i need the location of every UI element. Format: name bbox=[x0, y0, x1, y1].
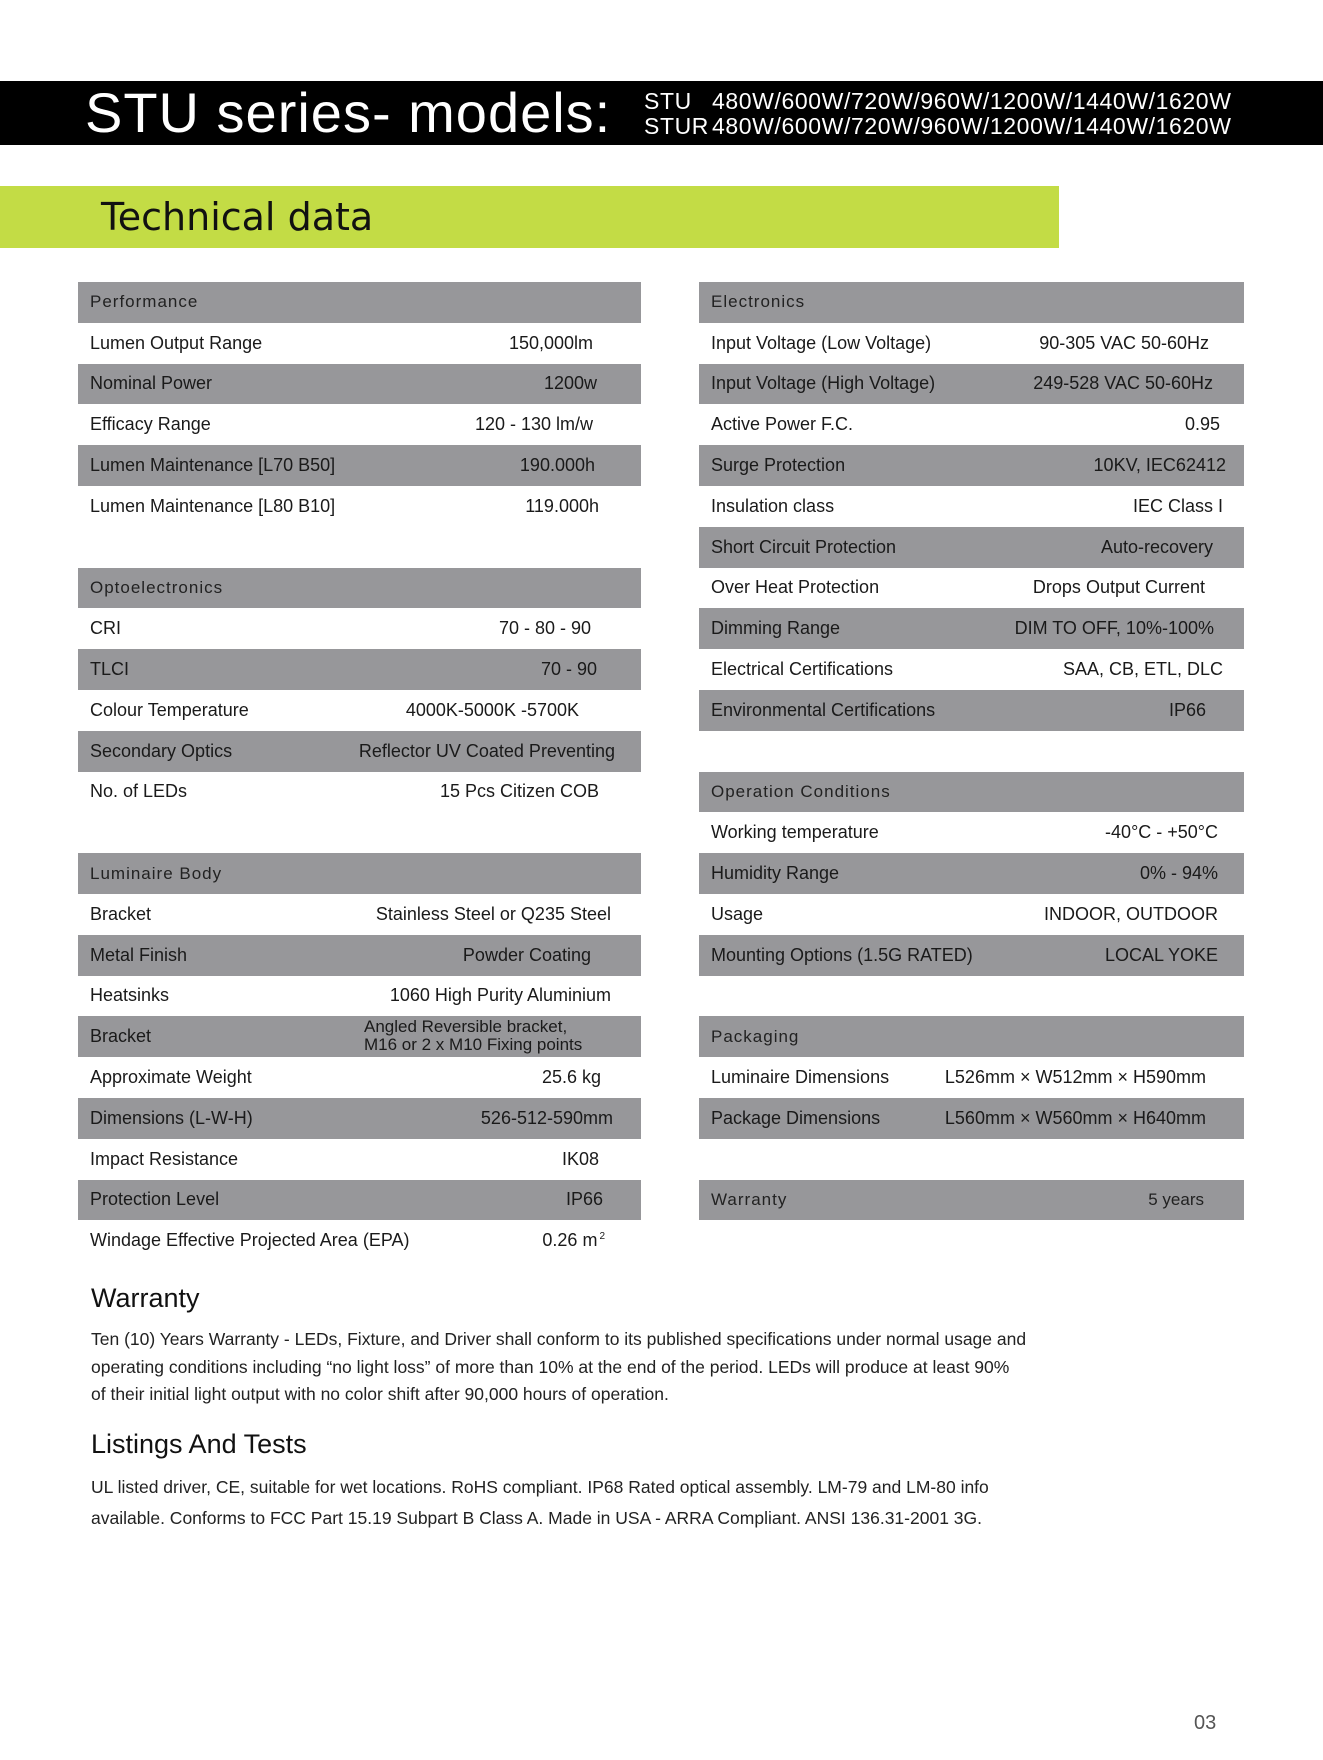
page-number: 03 bbox=[1194, 1712, 1217, 1734]
spec-label: Bracket bbox=[90, 903, 152, 924]
spec-label: CRI bbox=[90, 618, 121, 639]
spec-value: 119.000h bbox=[525, 495, 599, 516]
spec-value: 5 years bbox=[1148, 1189, 1204, 1209]
spec-value: IP66 bbox=[1168, 699, 1206, 720]
spec-value: IP66 bbox=[565, 1189, 603, 1210]
spec-label: Windage Effective Projected Area (EPA) bbox=[90, 1230, 410, 1251]
warranty-paragraph bbox=[91, 1326, 1171, 1409]
spec-value: IEC Class I bbox=[1132, 495, 1223, 516]
spec-row bbox=[699, 812, 1244, 853]
spec-row bbox=[699, 568, 1244, 609]
spec-value: 0.95 bbox=[1184, 414, 1220, 435]
spec-row bbox=[699, 690, 1244, 731]
spec-value: Stainless Steel or Q235 Steel bbox=[375, 903, 611, 924]
section-header-electronics bbox=[699, 282, 1244, 323]
spec-row bbox=[699, 1098, 1244, 1139]
section-header-luminaire-body bbox=[78, 853, 641, 894]
section-header-packaging bbox=[699, 1016, 1244, 1057]
spec-value: 4000K-5000K -5700K bbox=[405, 699, 579, 720]
spec-row bbox=[78, 976, 641, 1017]
spec-value: Auto-recovery bbox=[1100, 536, 1213, 557]
spec-label: Lumen Output Range bbox=[90, 332, 263, 353]
spec-value: 150,000lm bbox=[508, 332, 593, 353]
left-spec-table bbox=[78, 282, 641, 1261]
spec-row bbox=[78, 486, 641, 527]
spec-row bbox=[78, 445, 641, 486]
header-bar bbox=[0, 81, 1323, 145]
section-header-performance bbox=[78, 282, 641, 323]
spec-label: Nominal Power bbox=[90, 373, 213, 394]
spec-row bbox=[699, 608, 1244, 649]
spec-label: TLCI bbox=[90, 659, 130, 680]
section-title: Packaging bbox=[711, 1026, 800, 1046]
section-header-optoelectronics bbox=[78, 568, 641, 609]
spec-label: Short Circuit Protection bbox=[711, 536, 897, 557]
spec-row bbox=[78, 608, 641, 649]
spec-label: Lumen Maintenance [L70 B50] bbox=[90, 455, 336, 476]
spec-value: 0% - 94% bbox=[1139, 863, 1218, 884]
spec-value: SAA, CB, ETL, DLC bbox=[1062, 659, 1223, 680]
spec-value bbox=[542, 1230, 605, 1251]
spec-value: 190.000h bbox=[519, 455, 595, 476]
spacer bbox=[78, 527, 641, 568]
spec-row bbox=[699, 527, 1244, 568]
model-wattages: 480W/600W/720W/960W/1200W/1440W/1620W bbox=[712, 88, 1232, 114]
spec-row bbox=[78, 1139, 641, 1180]
warranty-heading: Warranty bbox=[91, 1283, 200, 1313]
spec-row bbox=[699, 1057, 1244, 1098]
spec-row bbox=[78, 1180, 641, 1221]
model-series: STU bbox=[644, 88, 692, 114]
spec-value: 120 - 130 lm/w bbox=[474, 414, 593, 435]
spec-label: Dimensions (L-W-H) bbox=[90, 1107, 253, 1128]
spec-label: Bracket bbox=[90, 1026, 152, 1047]
spec-value: LOCAL YOKE bbox=[1104, 944, 1218, 965]
spec-value: 15 Pcs Citizen COB bbox=[439, 781, 599, 802]
spec-row bbox=[699, 323, 1244, 364]
section-title: Electronics bbox=[711, 292, 806, 312]
spec-row bbox=[699, 404, 1244, 445]
spec-label: Protection Level bbox=[90, 1189, 220, 1210]
listings-section bbox=[91, 1428, 1171, 1534]
model-series: STUR bbox=[644, 113, 710, 139]
spec-value-line: M16 or 2 x M10 Fixing points bbox=[364, 1035, 583, 1055]
spec-row bbox=[78, 731, 641, 772]
spec-label: Package Dimensions bbox=[711, 1107, 881, 1128]
spec-row bbox=[78, 1098, 641, 1139]
spec-value-line: Angled Reversible bracket, bbox=[364, 1017, 568, 1037]
spec-value: 90-305 VAC 50-60Hz bbox=[1039, 332, 1209, 353]
spec-value: 249-528 VAC 50-60Hz bbox=[1033, 373, 1213, 394]
section-title: Performance bbox=[90, 292, 199, 312]
spec-row bbox=[699, 445, 1244, 486]
page-title: STU series- models: bbox=[85, 81, 612, 144]
warranty-section bbox=[91, 1282, 1171, 1409]
spec-label: Heatsinks bbox=[90, 985, 170, 1006]
paragraph-line: UL listed driver, CE, suitable for wet locations. RoHS compliant. IP68 Rated optical assembly. LM-79 and LM-80 info bbox=[91, 1477, 989, 1497]
spec-label: Input Voltage (High Voltage) bbox=[711, 373, 936, 394]
spec-row bbox=[78, 1220, 641, 1261]
spec-label: Over Heat Protection bbox=[711, 577, 880, 598]
spec-value: IK08 bbox=[561, 1148, 599, 1169]
spacer bbox=[78, 812, 641, 853]
listings-heading: Listings And Tests bbox=[91, 1429, 307, 1459]
spec-row bbox=[699, 894, 1244, 935]
spec-row bbox=[699, 486, 1244, 527]
spec-label: Insulation class bbox=[711, 495, 835, 516]
spec-value: L526mm × W512mm × H590mm bbox=[944, 1067, 1206, 1088]
model-list bbox=[644, 89, 1232, 139]
spec-value: 526-512-590mm bbox=[480, 1107, 613, 1128]
spec-label: Input Voltage (Low Voltage) bbox=[711, 332, 932, 353]
spec-value: 1200w bbox=[543, 373, 597, 394]
paragraph-line: available. Conforms to FCC Part 15.19 Subpart B Class A. Made in USA - ARRA Compliant. ANSI 136.31-2001 3G. bbox=[91, 1508, 982, 1528]
spec-row bbox=[78, 690, 641, 731]
spec-row bbox=[78, 772, 641, 813]
spec-label: Mounting Options (1.5G RATED) bbox=[711, 944, 973, 965]
spec-label: Usage bbox=[711, 903, 764, 924]
spec-value: 70 - 90 bbox=[540, 659, 597, 680]
paragraph-line: of their initial light output with no color shift after 90,000 hours of operation. bbox=[91, 1384, 669, 1404]
spec-value: -40°C - +50°C bbox=[1105, 822, 1218, 843]
spacer bbox=[699, 731, 1244, 772]
section-title: Optoelectronics bbox=[90, 577, 224, 597]
spec-label: Metal Finish bbox=[90, 944, 188, 965]
spec-row bbox=[699, 935, 1244, 976]
section-header-warranty bbox=[699, 1180, 1244, 1221]
superscript: 2 bbox=[599, 1231, 605, 1243]
spec-row bbox=[78, 364, 641, 405]
spec-row bbox=[78, 1057, 641, 1098]
section-header-operation-conditions bbox=[699, 772, 1244, 813]
section-heading: Technical data bbox=[101, 195, 374, 239]
spec-label: Dimming Range bbox=[711, 618, 841, 639]
spec-label: Impact Resistance bbox=[90, 1148, 239, 1169]
spec-label: No. of LEDs bbox=[90, 781, 188, 802]
section-title: Operation Conditions bbox=[711, 781, 891, 801]
spec-label: Environmental Certifications bbox=[711, 699, 936, 720]
paragraph-line: operating conditions including “no light loss” of more than 10% at the end of the period. LEDs will produce at least 90% bbox=[91, 1356, 1010, 1377]
spec-label: Working temperature bbox=[711, 822, 879, 843]
spec-row bbox=[78, 935, 641, 976]
model-wattages: 480W/600W/720W/960W/1200W/1440W/1620W bbox=[712, 113, 1232, 139]
spec-label: Approximate Weight bbox=[90, 1067, 252, 1088]
section-title: Luminaire Body bbox=[90, 863, 223, 883]
spec-label: Efficacy Range bbox=[90, 414, 211, 435]
spec-row bbox=[78, 894, 641, 935]
listings-paragraph bbox=[91, 1472, 1171, 1534]
spec-label: Luminaire Dimensions bbox=[711, 1067, 890, 1088]
spec-value: 70 - 80 - 90 bbox=[498, 618, 591, 639]
spec-value: 25.6 kg bbox=[541, 1067, 601, 1088]
spec-value: Powder Coating bbox=[462, 944, 591, 965]
spec-value: Reflector UV Coated Preventing bbox=[358, 740, 615, 761]
paragraph-line: Ten (10) Years Warranty - LEDs, Fixture, and Driver shall conform to its published specifications under normal usage and bbox=[91, 1329, 1027, 1349]
model-line-stur bbox=[644, 114, 1232, 139]
spec-label: Humidity Range bbox=[711, 863, 840, 884]
spec-row bbox=[78, 323, 641, 364]
spec-value-text: 0.26 m bbox=[542, 1230, 598, 1251]
spec-label: Electrical Certifications bbox=[711, 659, 894, 680]
spec-row bbox=[78, 649, 641, 690]
right-spec-table bbox=[699, 282, 1244, 1220]
spec-value: 10KV, IEC62412 bbox=[1093, 455, 1226, 476]
spec-label: Lumen Maintenance [L80 B10] bbox=[90, 495, 336, 516]
spec-value: DIM TO OFF, 10%-100% bbox=[1014, 618, 1214, 639]
spec-label: Surge Protection bbox=[711, 455, 846, 476]
spec-row bbox=[699, 853, 1244, 894]
technical-data-banner bbox=[0, 186, 1059, 248]
spec-row bbox=[78, 404, 641, 445]
spec-label: Active Power F.C. bbox=[711, 414, 854, 435]
spec-value: INDOOR, OUTDOOR bbox=[1044, 903, 1218, 924]
spec-value bbox=[364, 1018, 582, 1054]
spec-label: Secondary Optics bbox=[90, 740, 233, 761]
spec-value: L560mm × W560mm × H640mm bbox=[944, 1107, 1206, 1128]
section-title: Warranty bbox=[711, 1189, 788, 1209]
spec-row bbox=[699, 364, 1244, 405]
spec-row bbox=[699, 649, 1244, 690]
spec-value: 1060 High Purity Aluminium bbox=[389, 985, 611, 1006]
model-line-stu bbox=[644, 89, 1232, 114]
spec-label: Colour Temperature bbox=[90, 699, 249, 720]
spec-row bbox=[78, 1016, 641, 1057]
spacer bbox=[699, 976, 1244, 1017]
spec-value: Drops Output Current bbox=[1032, 577, 1205, 598]
spacer bbox=[699, 1139, 1244, 1180]
